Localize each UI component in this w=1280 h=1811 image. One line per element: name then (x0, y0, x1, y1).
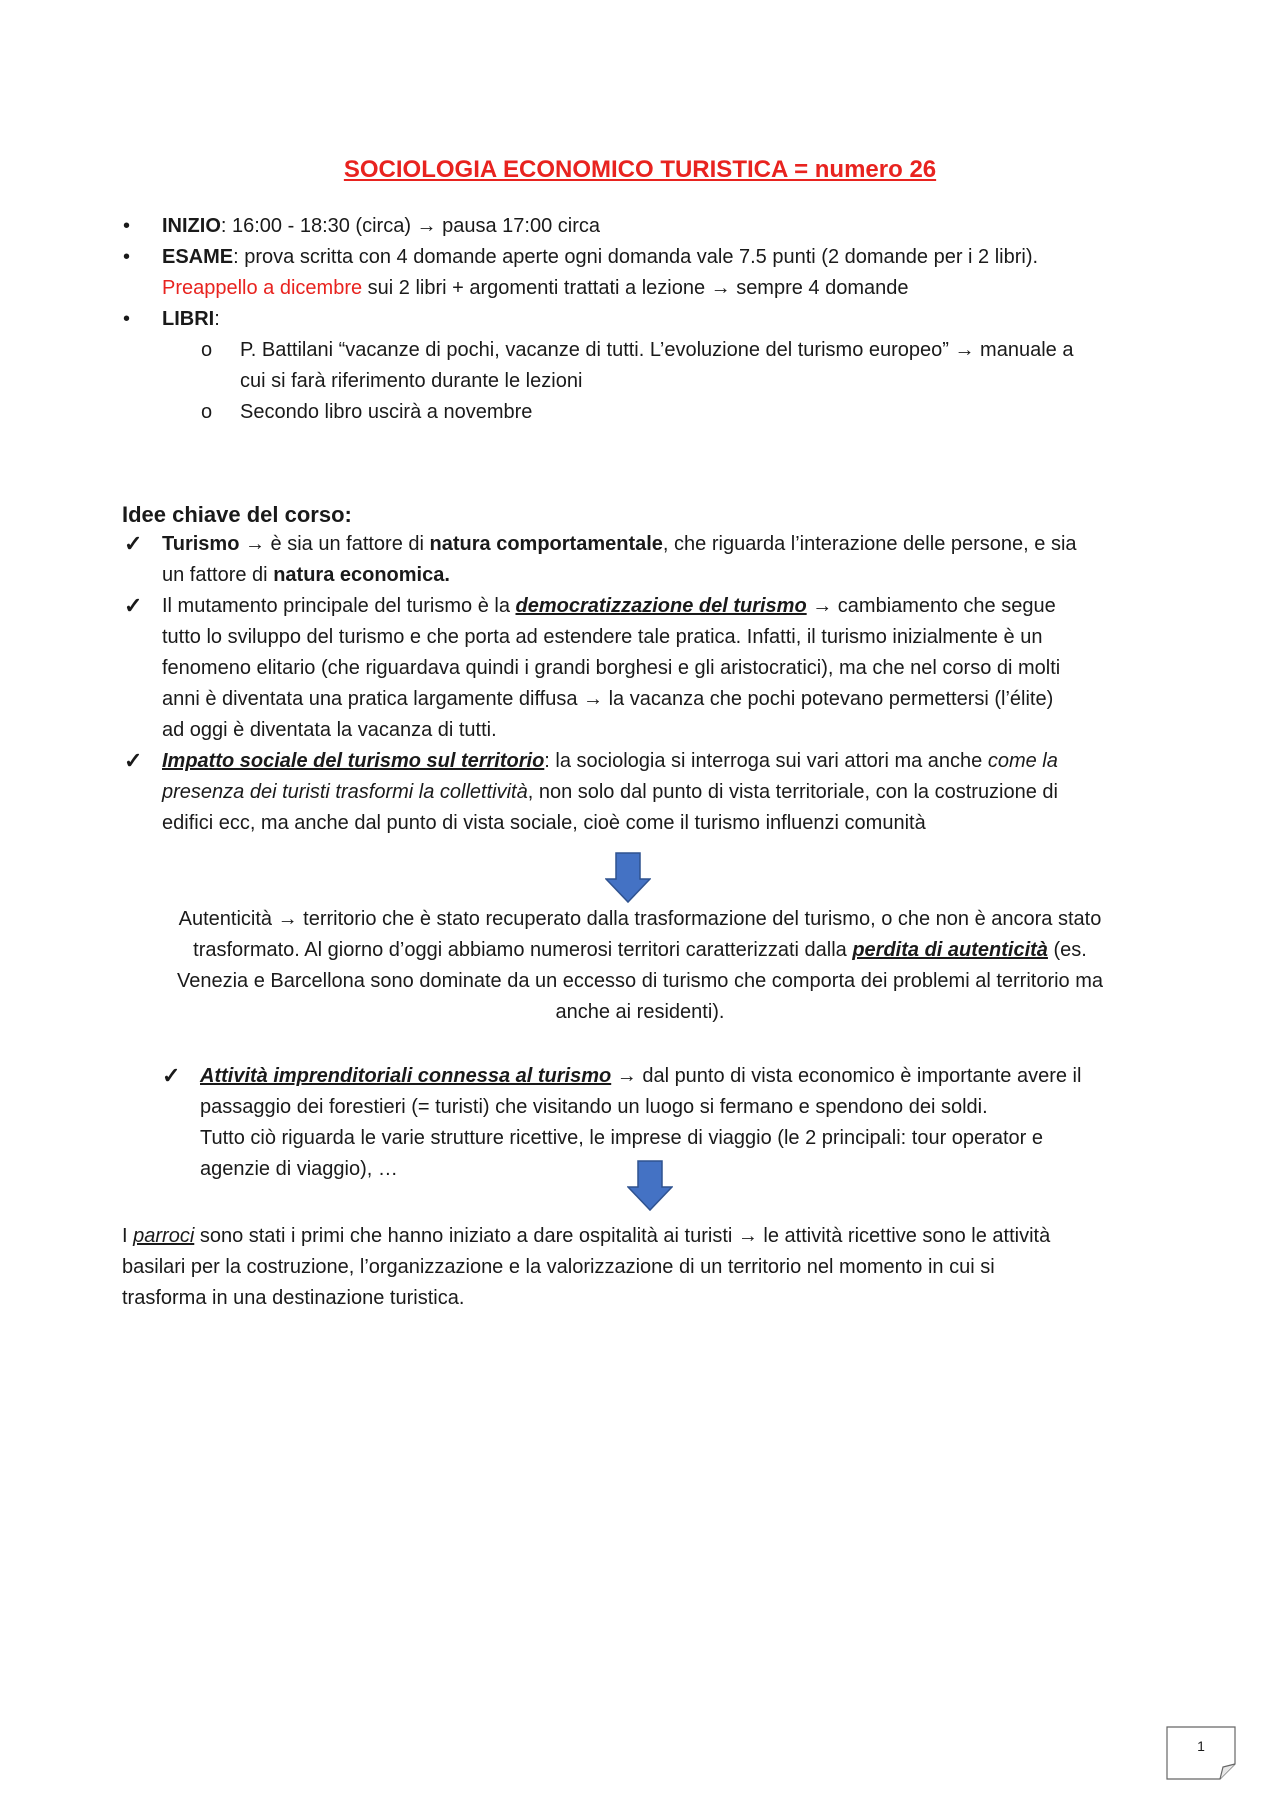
inizio-text: : 16:00 - 18:30 (circa) → pausa 17:00 circa (220, 215, 600, 237)
check-icon: ✓ (124, 531, 143, 556)
item3-italic: come la (987, 750, 1058, 772)
impatto-sociale: Impatto sociale del turismo sul territorio (162, 750, 545, 772)
natura-economica: natura economica. (273, 564, 450, 586)
preappello-text: Preappello a dicembre (162, 277, 363, 299)
item2-line-5: ad oggi è diventata la vacanza di tutti. (162, 719, 497, 741)
libro-1-line-1: P. Battilani “vacanze di pochi, vacanze di tutti. L’evoluzione del turismo europeo” → manuale a (240, 339, 1074, 361)
item3-italic: presenza dei turisti trasformi la collettività (162, 781, 528, 803)
bullet-libri (162, 304, 220, 335)
parroci-word: parroci (133, 1225, 195, 1247)
item2-text: → cambiamento che segue (806, 595, 1056, 617)
parroci-text: sono stati i primi che hanno iniziato a dare ospitalità ai turisti → le attività ricettive sono le attività (194, 1225, 1051, 1247)
sub-bullet-marker: o (201, 339, 213, 361)
parroci-line-1 (122, 1221, 1050, 1252)
item1-text: , che riguarda l’interazione delle persone, e sia (662, 533, 1077, 555)
item2-text: Il mutamento principale del turismo è la (162, 595, 516, 617)
check-icon: ✓ (124, 593, 143, 618)
libro-2: Secondo libro uscirà a novembre (240, 401, 533, 423)
item2-line-1 (162, 591, 1056, 622)
esame-text: : prova scritta con 4 domande aperte ogni domanda vale 7.5 punti (2 domande per i 2 libri). (233, 246, 1039, 268)
item2-line-2: tutto lo sviluppo del turismo e che porta ad estendere tale pratica. Infatti, il turismo inizialmente è un (162, 626, 1043, 648)
page-number: 1 (1197, 1738, 1205, 1754)
natura-comportamentale: natura comportamentale (429, 533, 663, 555)
turismo-bold: Turismo (162, 533, 240, 555)
check-icon: ✓ (162, 1063, 181, 1088)
libro-1-line-2: cui si farà riferimento durante le lezioni (240, 370, 583, 392)
arrow-down-icon (627, 1160, 673, 1212)
item4-line-2: passaggio dei forestieri (= turisti) che visitando un luogo si fermano e spendono dei soldi. (200, 1096, 988, 1118)
libri-colon: : (214, 308, 220, 330)
item4-line-3: Tutto ciò riguarda le varie strutture ricettive, le imprese di viaggio (le 2 principali: tour operator e (200, 1127, 1043, 1149)
item2-line-3: fenomeno elitario (che riguardava quindi i grandi borghesi e gli aristocratici), ma che nel corso di molti (162, 657, 1061, 679)
parroci-line-3: trasforma in una destinazione turistica. (122, 1287, 465, 1309)
item3-line-1 (162, 746, 1058, 777)
item3-line-2 (162, 777, 1058, 808)
autenticita-line-4: anche ai residenti). (555, 1001, 725, 1023)
esame-preappello-line (162, 273, 909, 304)
section-heading: Idee chiave del corso: (122, 502, 352, 527)
preappello-rest: sui 2 libri + argomenti trattati a lezione → sempre 4 domande (362, 277, 909, 299)
autenticita-line-3: Venezia e Barcellona sono dominate da un eccesso di turismo che comporta dei problemi al territorio ma (176, 970, 1104, 992)
bullet-marker: • (123, 215, 131, 237)
item2-line-4: anni è diventata una pratica largamente diffusa → la vacanza che pochi potevano permettersi (l’élite) (162, 688, 1054, 710)
page-number-box (1166, 1726, 1236, 1780)
attivita-imprenditoriali: Attività imprenditoriali connessa al turismo (200, 1065, 612, 1087)
bullet-marker: • (123, 308, 131, 330)
page-title: SOCIOLOGIA ECONOMICO TURISTICA = numero 26 (343, 156, 937, 183)
item4-line-4: agenzie di viaggio), … (200, 1158, 398, 1180)
item1-text: → è sia un fattore di (239, 533, 430, 555)
autenticita-text: trasformato. Al giorno d’oggi abbiamo numerosi territori caratterizzati dalla (193, 939, 853, 961)
libri-label: LIBRI (162, 308, 215, 330)
bullet-esame (162, 242, 1038, 273)
item4-text: → dal punto di vista economico è importante avere il (611, 1065, 1082, 1087)
autenticita-text: (es. (1047, 939, 1087, 961)
democratizzazione: democratizzazione del turismo (515, 595, 807, 617)
bullet-marker: • (123, 246, 131, 268)
item1-line-2 (162, 560, 450, 591)
autenticita-line-2 (0, 935, 1280, 966)
item1-text: un fattore di (162, 564, 274, 586)
parroci-line-2: basilari per la costruzione, l’organizzazione e la valorizzazione di un territorio nel momento in cui si (122, 1256, 995, 1278)
item4-line-1 (200, 1061, 1081, 1092)
parroci-text: I (122, 1225, 134, 1247)
sub-bullet-marker: o (201, 401, 213, 423)
check-icon: ✓ (124, 748, 143, 773)
perdita-autenticita: perdita di autenticità (852, 939, 1048, 961)
item3-text: , non solo dal punto di vista territoriale, con la costruzione di (527, 781, 1058, 803)
esame-label: ESAME (162, 246, 234, 268)
inizio-label: INIZIO (162, 215, 221, 237)
item3-line-3: edifici ecc, ma anche dal punto di vista sociale, cioè come il turismo influenzi comunità (162, 812, 926, 834)
item1-line-1 (162, 529, 1077, 560)
item3-text: : la sociologia si interroga sui vari attori ma anche (544, 750, 988, 772)
bullet-inizio (162, 211, 600, 242)
autenticita-line-1: Autenticità → territorio che è stato recuperato dalla trasformazione del turismo, o che non è ancora stato (178, 908, 1102, 930)
arrow-down-icon (605, 852, 651, 904)
